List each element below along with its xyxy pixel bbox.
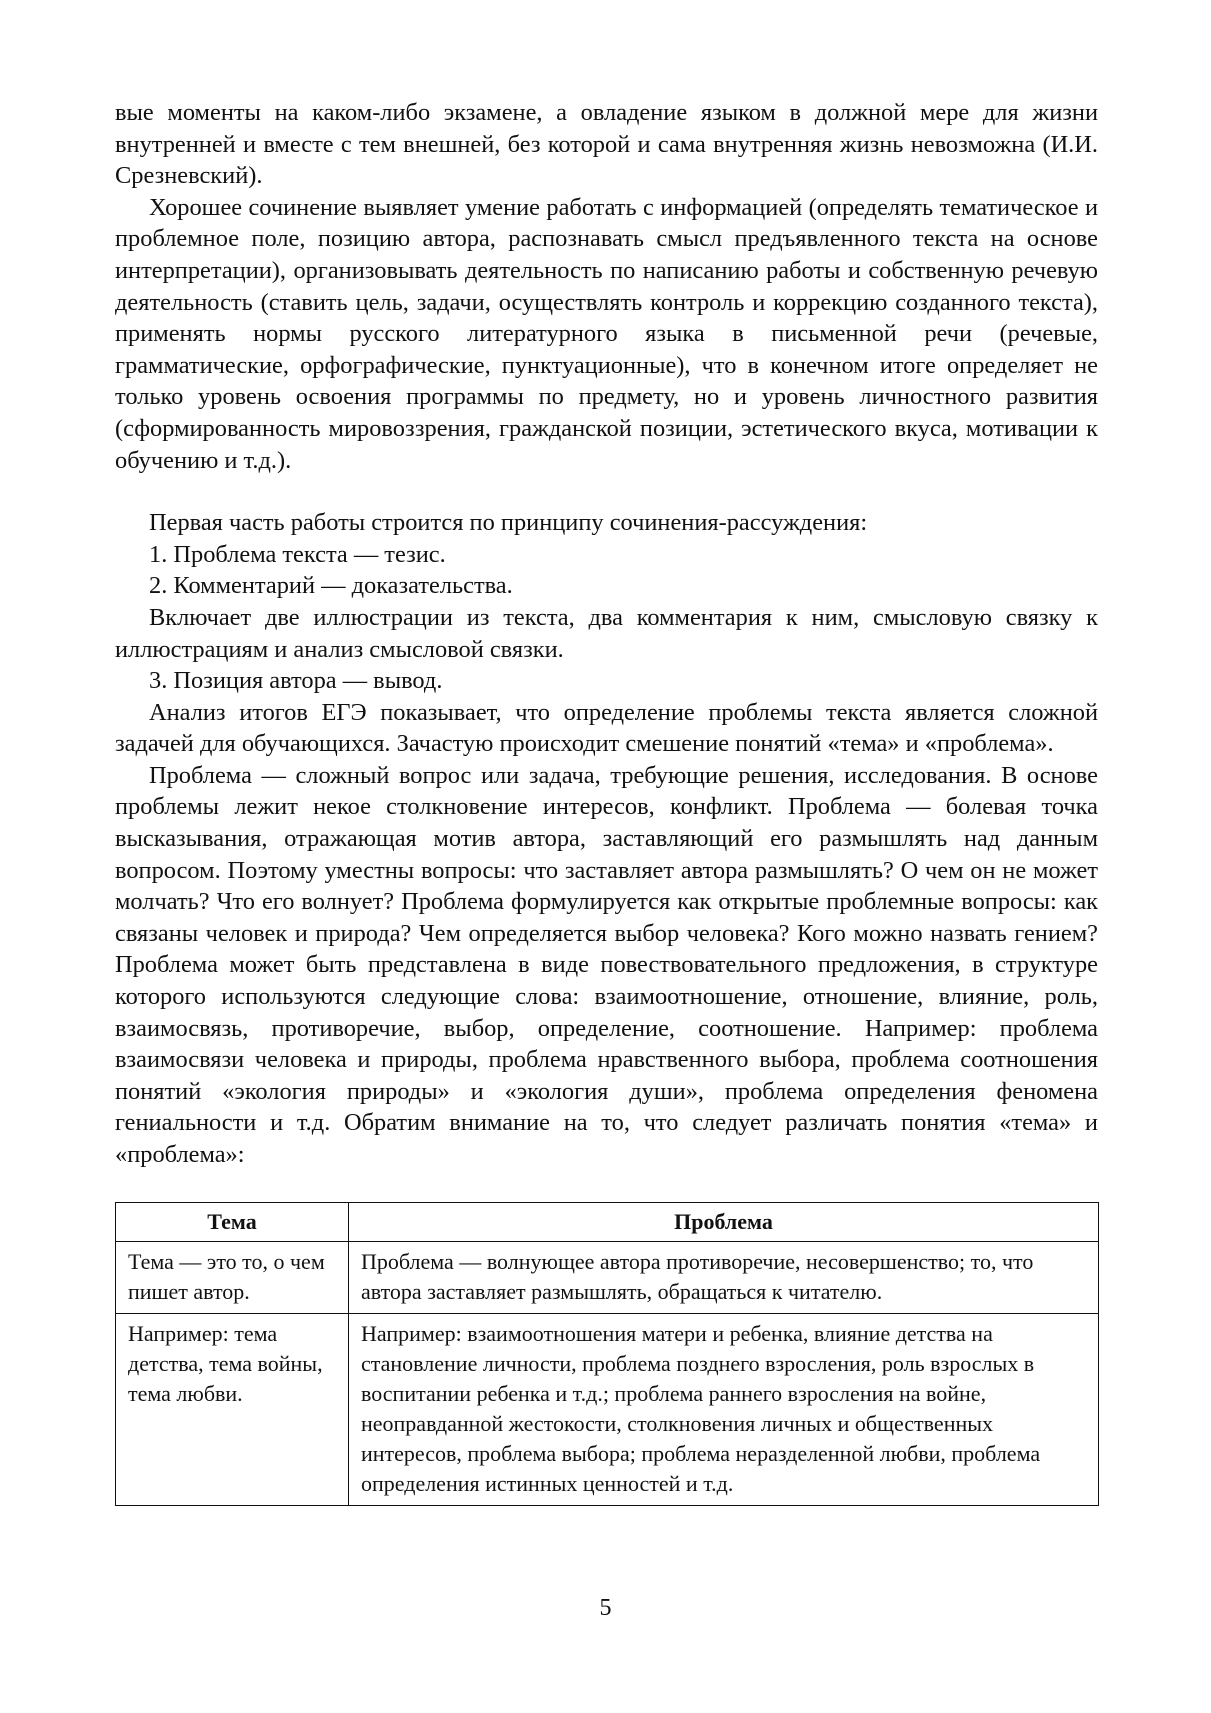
table-cell-problem: Проблема — волнующее автора противоречие, несовершенство; то, что автора заставляет размышлять, обращаться к читателю.: [349, 1241, 1099, 1313]
table-row: [116, 1313, 1099, 1505]
table-header-row: [116, 1202, 1099, 1241]
list-item-author-position: 3. Позиция автора — вывод.: [149, 667, 443, 695]
paragraph-continuation: вые моменты на каком-либо экзамене, а овладение языком в должной мере для жизни внутренней и вместе с тем внешней, без которой и сама внутренняя жизнь невозможна (И.И. Срезневский).: [115, 99, 1098, 190]
list-item-problem: 1. Проблема текста — тезис.: [149, 540, 446, 568]
page-number: 5: [599, 1595, 612, 1621]
paragraph-exam-analysis: Анализ итогов ЕГЭ показывает, что определение проблемы текста является сложной задачей для обучающихся. Зачастую происходит смешение понятий «тема» и «проблема».: [115, 698, 1098, 758]
column-header-theme: Тема: [116, 1202, 349, 1241]
table-cell-problem: Например: взаимоотношения матери и ребенка, влияние детства на становление личности, проблема позднего взросления, роль взрослых в воспитании ребенка и т.д.; проблема раннего взросления на войне, неоправданной жестокости, столкновения личных и общественных интересов, проблема выбора; проблема неразделенной любви, проблема определения истинных ценностей и т.д.: [349, 1313, 1099, 1505]
table-cell-theme: Например: тема детства, тема войны, тема любви.: [116, 1313, 349, 1505]
paragraph-problem-definition: Проблема — сложный вопрос или задача, требующие решения, исследования. В основе проблемы лежит некое столкновение интересов, конфликт. Проблема — болевая точка высказывания, отражающая мотив автора, заставляющий его размышлять над данным вопросом. Поэтому уместны вопросы: что заставляет автора размышлять? О чем он не может молчать? Что его волнует? Проблема формулируется как открытые проблемные вопросы: как связаны человек и природа? Чем определяется выбор человека? Кого можно назвать гением? Проблема может быть представлена в виде повествовательного предложения, в структуре которого используются следующие слова: взаимоотношение, отношение, влияние, роль, взаимосвязь, противоречие, выбор, определение, соотношение. Например: проблема взаимосвязи человека и природы, проблема нравственного выбора, проблема соотношения понятий «экология природы» и «экология души», проблема определения феномена гениальности и т.д. Обратим внимание на то, что следует различать понятия «тема» и «проблема»:: [115, 761, 1098, 1168]
paragraph-good-essay: Хорошее сочинение выявляет умение работать с информацией (определять тематическое и проблемное поле, позицию автора, распознавать смысл предъявленного текста на основе интерпретации), организовывать деятельность по написанию работы и собственную речевую деятельность (ставить цель, задачи, осуществлять контроль и коррекцию созданного текста), применять нормы русского литературного языка в письменной речи (речевые, грамматические, орфографические, пунктуационные), что в конечном итоге определяет не только уровень освоения программы по предмету, но и уровень личностного развития (сформированность мировоззрения, гражданской позиции, эстетического вкуса, мотивации к обучению и т.д.).: [115, 193, 1098, 474]
paragraph-gap: [115, 476, 1098, 507]
document-page: [115, 97, 1098, 1506]
table-row: [116, 1241, 1099, 1313]
column-header-problem: Проблема: [349, 1202, 1099, 1241]
theme-problem-table: [115, 1202, 1099, 1506]
paragraph-commentary-details: Включает две иллюстрации из текста, два комментария к ним, смысловую связку к иллюстрациям и анализ смысловой связки.: [115, 603, 1098, 663]
list-item-commentary: 2. Комментарий — доказательства.: [149, 572, 513, 600]
table-cell-theme: Тема — это то, о чем пишет автор.: [116, 1241, 349, 1313]
paragraph-first-part: Первая часть работы строится по принципу сочинения-рассуждения:: [149, 509, 868, 537]
